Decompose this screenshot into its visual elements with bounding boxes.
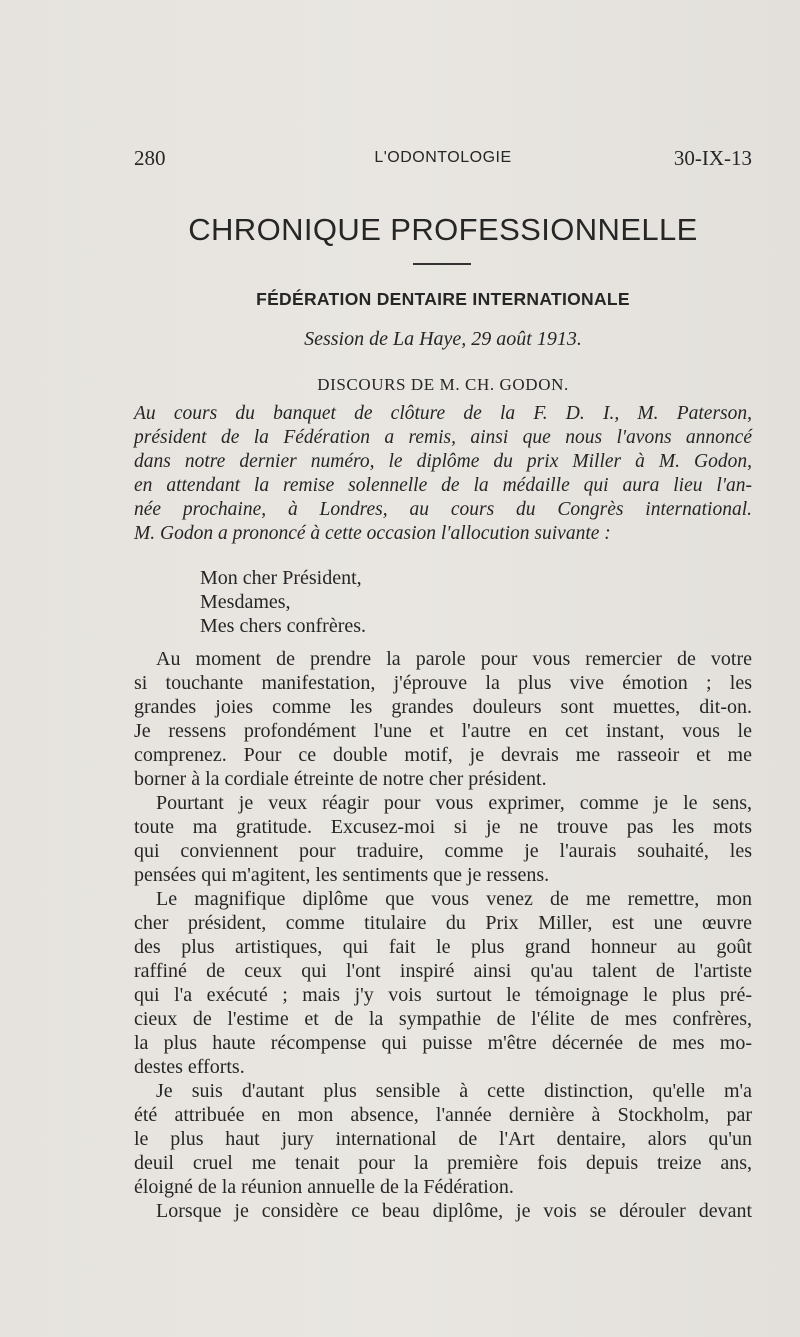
- body-line: destes efforts.: [134, 1056, 245, 1078]
- body-line: éloigné de la réunion annuelle de la Fédération.: [134, 1176, 514, 1198]
- intro-paragraph: [134, 402, 752, 546]
- session-line: Session de La Haye, 29 août 1913.: [304, 328, 582, 350]
- salutation-line: Mon cher Président,: [200, 567, 362, 589]
- speech-heading: DISCOURS DE M. CH. GODON.: [317, 375, 569, 394]
- article-title: FÉDÉRATION DENTAIRE INTERNATIONALE: [256, 289, 630, 309]
- body-line: Je suis d'autant plus sensible à cette distinction, qu'elle m'a: [156, 1080, 752, 1102]
- body-line: toute ma gratitude. Excusez-moi si je ne trouve pas les mots: [134, 816, 752, 838]
- body-line: borner à la cordiale étreinte de notre cher président.: [134, 768, 547, 790]
- body-line: Le magnifique diplôme que vous venez de me remettre, mon: [156, 888, 752, 910]
- body-line: deuil cruel me tenait pour la première fois depuis treize ans,: [134, 1152, 752, 1174]
- salutation-line: Mesdames,: [200, 591, 291, 613]
- body-line: grandes joies comme les grandes douleurs sont muettes, dit-on.: [134, 696, 752, 718]
- body-line: qui l'a exécuté ; mais j'y vois surtout le témoignage le plus pré-: [134, 984, 752, 1006]
- section-title: CHRONIQUE PROFESSIONNELLE: [188, 212, 698, 247]
- intro-line: née prochaine, à Londres, au cours du Congrès international.: [134, 499, 752, 520]
- running-header: [134, 143, 752, 173]
- body-line: cher président, comme titulaire du Prix Miller, est une œuvre: [134, 912, 752, 934]
- page-number: 280: [134, 146, 166, 170]
- issue-date: 30-IX-13: [673, 146, 752, 170]
- body-line: raffiné de ceux qui l'ont inspiré ainsi qu'au talent de l'artiste: [134, 960, 752, 982]
- salutation: [200, 566, 800, 638]
- intro-line: en attendant la remise solennelle de la médaille qui aura lieu l'an-: [134, 475, 752, 496]
- body-line: le plus haut jury international de l'Art dentaire, alors qu'un: [134, 1128, 752, 1150]
- body-line: Lorsque je considère ce beau diplôme, je vois se dérouler devant: [156, 1200, 752, 1222]
- body-line: si touchante manifestation, j'éprouve la plus vive émotion ; les: [134, 672, 752, 694]
- body-line: été attribuée en mon absence, l'année dernière à Stockholm, par: [134, 1104, 752, 1126]
- speech-body: [134, 647, 752, 1223]
- body-line: cieux de l'estime et de la sympathie de l'élite de mes confrères,: [134, 1008, 752, 1030]
- intro-line: M. Godon a prononcé à cette occasion l'allocution suivante :: [134, 523, 611, 544]
- salutation-line: Mes chers confrères.: [200, 615, 367, 637]
- intro-line: Au cours du banquet de clôture de la F. D. I., M. Paterson,: [134, 403, 752, 424]
- intro-line: dans notre dernier numéro, le diplôme du prix Miller à M. Godon,: [134, 451, 752, 472]
- journal-title: L'ODONTOLOGIE: [374, 149, 512, 166]
- body-line: comprenez. Pour ce double motif, je devrais me rasseoir et me: [134, 744, 752, 766]
- title-divider: [413, 263, 471, 265]
- intro-line: président de la Fédération a remis, ainsi que nous l'avons annoncé: [134, 427, 752, 448]
- body-line: la plus haute récompense qui puisse m'être décernée de mes mo-: [134, 1032, 752, 1054]
- body-line: Je ressens profondément l'une et l'autre en cet instant, vous le: [134, 720, 752, 742]
- body-line: Au moment de prendre la parole pour vous remercier de votre: [156, 648, 752, 670]
- body-line: qui conviennent pour traduire, comme je l'aurais souhaité, les: [134, 840, 752, 862]
- body-line: des plus artistiques, qui fait le plus grand honneur au goût: [134, 936, 752, 958]
- body-line: Pourtant je veux réagir pour vous exprimer, comme je le sens,: [156, 792, 752, 814]
- body-line: pensées qui m'agitent, les sentiments que je ressens.: [134, 864, 550, 886]
